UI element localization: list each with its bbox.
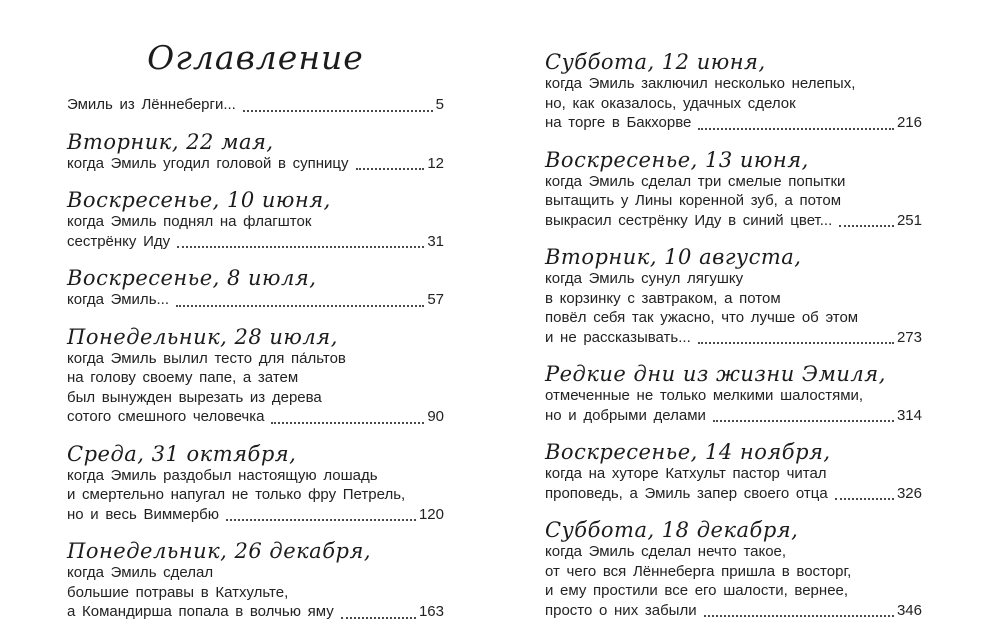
page-title: Оглавление	[147, 38, 364, 77]
toc-entry-text: а Командирша попала в волчью яму	[67, 603, 334, 620]
toc-entry-heading: Воскресенье, 14 ноября,	[545, 440, 831, 464]
toc-entry-line: когда Эмиль вылил тесто для па́льтов	[67, 349, 346, 367]
toc-entry-last-line	[545, 211, 922, 231]
toc-entry-last-line	[67, 505, 444, 525]
toc-entry	[545, 440, 922, 503]
toc-entry-line: в корзинку с завтраком, а потом	[545, 289, 781, 307]
toc-entry-line: был вынужден вырезать из дерева	[67, 388, 322, 406]
toc-entry-text: проповедь, а Эмиль запер своего отца	[545, 484, 828, 502]
page-number: 12	[427, 154, 444, 172]
page-number: 5	[435, 96, 444, 113]
toc-entry-heading: Понедельник, 26 декабря,	[67, 539, 372, 563]
toc-entry-text: и не рассказывать...	[545, 328, 691, 346]
page-number: 314	[896, 406, 922, 424]
toc-entry-text: просто о них забыли	[545, 601, 697, 619]
toc-entry-heading: Редкие дни из жизни Эмиля,	[545, 362, 886, 386]
toc-entry	[545, 245, 922, 347]
toc-entry	[545, 50, 922, 133]
dot-leader	[704, 615, 894, 617]
dot-leader	[341, 617, 416, 619]
page-number: 216	[896, 114, 922, 131]
toc-entry-line: и смертельно напугал не только фру Петрель,	[67, 486, 406, 503]
toc-entry-heading: Понедельник, 28 июля,	[67, 324, 338, 349]
toc-entry-last-line	[67, 290, 444, 310]
page-number: 326	[896, 484, 922, 502]
toc-entry-line: отмеченные не только мелкими шалостями,	[545, 387, 864, 404]
page-number: 31	[427, 232, 444, 250]
toc-entry-text: когда Эмиль...	[67, 291, 170, 308]
toc-entry-heading: Суббота, 12 июня,	[545, 50, 766, 74]
toc-entry	[67, 325, 444, 427]
toc-entry	[545, 518, 922, 620]
toc-column-left	[67, 95, 444, 636]
toc-entry-text: на торге в Бакхорве	[545, 114, 692, 131]
toc-entry-last-line	[545, 484, 922, 504]
dot-leader	[835, 498, 894, 500]
toc-entry-last-line	[545, 406, 922, 426]
toc-entry-text: но и весь Виммербю	[67, 505, 219, 523]
toc-entry	[67, 130, 444, 174]
toc-entry-last-line	[545, 601, 922, 621]
toc-entry-heading: Среда, 31 октября,	[67, 441, 297, 466]
toc-entry-last-line	[67, 154, 444, 174]
toc-entry-last-line	[545, 328, 922, 348]
dot-leader	[698, 342, 894, 344]
toc-entry-heading: Воскресенье, 13 июня,	[545, 147, 809, 172]
toc-entry-line: от чего вся Лённеберга пришла в восторг,	[545, 562, 852, 580]
page-number: 57	[427, 291, 444, 308]
toc-entry-last-line	[67, 232, 444, 252]
toc-entry	[67, 539, 444, 622]
toc-entry-heading: Воскресенье, 10 июня,	[67, 188, 331, 212]
toc-entry	[545, 362, 922, 425]
dot-leader	[243, 110, 433, 112]
toc-entry	[67, 188, 444, 251]
page-number: 163	[418, 603, 444, 620]
toc-entry-heading: Суббота, 18 декабря,	[545, 518, 799, 542]
page-number: 346	[896, 601, 922, 619]
toc-entry-heading: Воскресенье, 8 июля,	[67, 266, 317, 290]
dot-leader	[176, 305, 424, 307]
dot-leader	[177, 246, 424, 248]
toc-entry-line: когда Эмиль раздобыл настоящую лошадь	[67, 466, 378, 484]
toc-entry-last-line	[67, 602, 444, 622]
toc-entry	[67, 442, 444, 525]
toc-entry-line: на голову своему папе, а затем	[67, 369, 299, 386]
toc-entry-line: когда Эмиль поднял на флагшток	[67, 213, 312, 230]
toc-entry-line: и ему простили все его шалости, вернее,	[545, 582, 849, 599]
page-number: 251	[896, 211, 922, 229]
dot-leader	[839, 225, 894, 227]
toc-entry	[545, 148, 922, 231]
toc-entry-text: но и добрыми делами	[545, 406, 706, 424]
toc-entry-text: когда Эмиль угодил головой в супницу	[67, 154, 349, 172]
toc-entry-line: когда Эмиль сделал три смелые попытки	[545, 172, 846, 190]
toc-entry-line: когда Эмиль заключил несколько нелепых,	[545, 75, 856, 92]
toc-entry	[67, 95, 444, 115]
toc-entry-text: сестрёнку Иду	[67, 232, 171, 250]
dot-leader	[271, 422, 424, 424]
page-number: 120	[418, 505, 444, 523]
toc-entry-heading: Вторник, 10 августа,	[545, 245, 802, 269]
toc-entry-line: вытащить у Лины коренной зуб, а потом	[545, 192, 842, 209]
page-number: 273	[896, 328, 922, 346]
toc-entry-line: когда на хуторе Катхульт пастор читал	[545, 465, 827, 482]
dot-leader	[226, 519, 416, 521]
toc-entry-last-line	[545, 113, 922, 133]
toc-entry-text: выкрасил сестрёнку Иду в синий цвет...	[545, 211, 833, 229]
toc-entry-line: но, как оказалось, удачных сделок	[545, 94, 796, 112]
toc-entry-line: большие потравы в Катхульте,	[67, 583, 289, 601]
toc-entry-line: когда Эмиль сделал нечто такое,	[545, 543, 787, 560]
page-number: 90	[427, 408, 444, 425]
dot-leader	[698, 128, 894, 130]
dot-leader	[356, 168, 425, 170]
toc-entry	[67, 266, 444, 310]
toc-entry-last-line	[67, 95, 444, 115]
toc-entry-text: Эмиль из Лённеберги...	[67, 96, 236, 113]
toc-entry-last-line	[67, 407, 444, 427]
dot-leader	[713, 420, 894, 422]
toc-entry-line: когда Эмиль сделал	[67, 564, 214, 581]
toc-column-right	[545, 50, 922, 635]
toc-entry-line: повёл себя так ужасно, что лучше об этом	[545, 309, 859, 326]
toc-entry-heading: Вторник, 22 мая,	[67, 129, 274, 154]
toc-entry-line: когда Эмиль сунул лягушку	[545, 270, 744, 287]
toc-entry-text: сотого смешного человечка	[67, 408, 265, 425]
